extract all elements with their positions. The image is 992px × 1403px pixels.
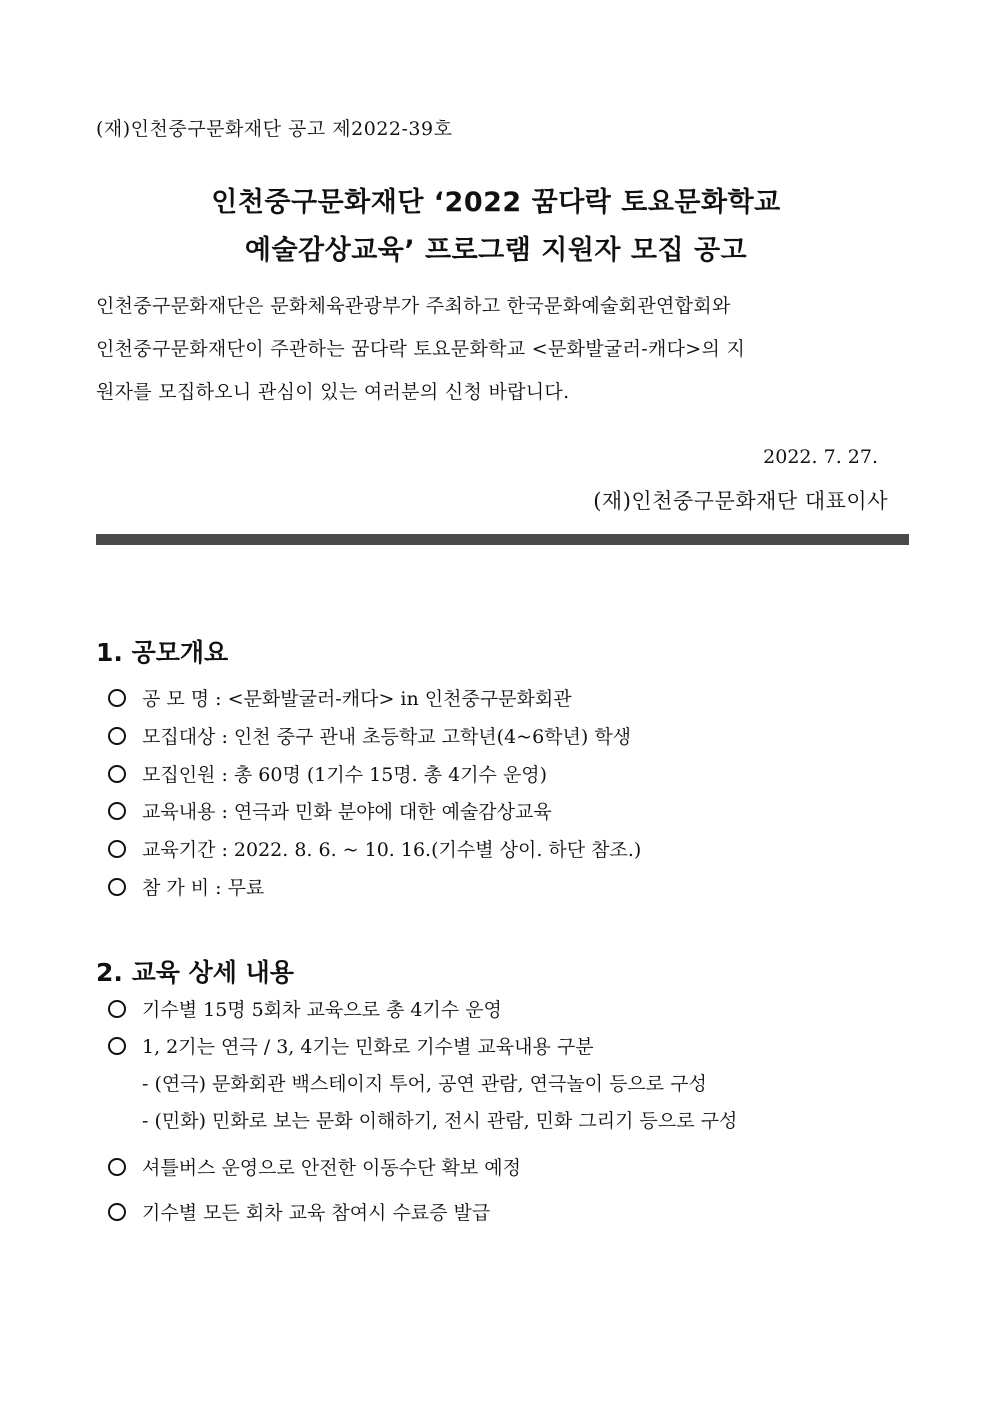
circle-bullet-icon	[108, 840, 126, 858]
notice-number: (재)인천중구문화재단 공고 제2022-39호	[96, 118, 453, 140]
overview-item: 모집인원 : 총 60명 (1기수 15명. 총 4기수 운영)	[108, 760, 547, 790]
circle-bullet-icon	[108, 765, 126, 783]
detail-subitem: - (민화) 민화로 보는 문화 이해하기, 전시 관람, 민화 그리기 등으로 구성	[142, 1110, 738, 1132]
circle-bullet-icon	[108, 802, 126, 820]
detail-item: 1, 2기는 연극 / 3, 4기는 민화로 기수별 교육내용 구분	[108, 1032, 594, 1062]
document-title-line-2: 예술감상교육’ 프로그램 지원자 모집 공고	[244, 235, 748, 266]
circle-bullet-icon	[108, 1000, 126, 1018]
overview-item: 교육기간 : 2022. 8. 6. ~ 10. 16.(기수별 상이. 하단 참조.)	[108, 835, 641, 865]
circle-bullet-icon	[108, 1037, 126, 1055]
circle-bullet-icon	[108, 727, 126, 745]
intro-paragraph	[96, 285, 908, 414]
intro-line-1: 인천중구문화재단은 문화체육관광부가 주최하고 한국문화예술회관연합회와	[96, 295, 731, 317]
circle-bullet-icon	[108, 1158, 126, 1176]
detail-item: 기수별 15명 5회차 교육으로 총 4기수 운영	[108, 995, 502, 1025]
circle-bullet-icon	[108, 689, 126, 707]
section-heading-overview: 1. 공모개요	[96, 638, 229, 667]
detail-subitem: - (연극) 문화회관 백스테이지 투어, 공연 관람, 연극놀이 등으로 구성	[142, 1073, 707, 1095]
document-title-line-1: 인천중구문화재단 ‘2022 꿈다락 토요문화학교	[211, 187, 781, 218]
overview-item: 참 가 비 : 무료	[108, 873, 264, 903]
detail-item: 기수별 모든 회차 교육 참여시 수료증 발급	[108, 1198, 490, 1228]
issue-date: 2022. 7. 27.	[763, 446, 878, 468]
detail-item: 셔틀버스 운영으로 안전한 이동수단 확보 예정	[108, 1153, 521, 1183]
section-divider	[96, 534, 909, 545]
overview-item: 공 모 명 : <문화발굴러-캐다> in 인천중구문화회관	[108, 684, 572, 714]
intro-line-3: 원자를 모집하오니 관심이 있는 여러분의 신청 바랍니다.	[96, 381, 570, 403]
circle-bullet-icon	[108, 1203, 126, 1221]
overview-item: 모집대상 : 인천 중구 관내 초등학교 고학년(4~6학년) 학생	[108, 722, 631, 752]
overview-item: 교육내용 : 연극과 민화 분야에 대한 예술감상교육	[108, 797, 552, 827]
intro-line-2: 인천중구문화재단이 주관하는 꿈다락 토요문화학교 <문화발굴러-캐다>의 지	[96, 338, 746, 360]
signer: (재)인천중구문화재단 대표이사	[593, 489, 888, 513]
section-heading-details: 2. 교육 상세 내용	[96, 958, 294, 987]
circle-bullet-icon	[108, 878, 126, 896]
